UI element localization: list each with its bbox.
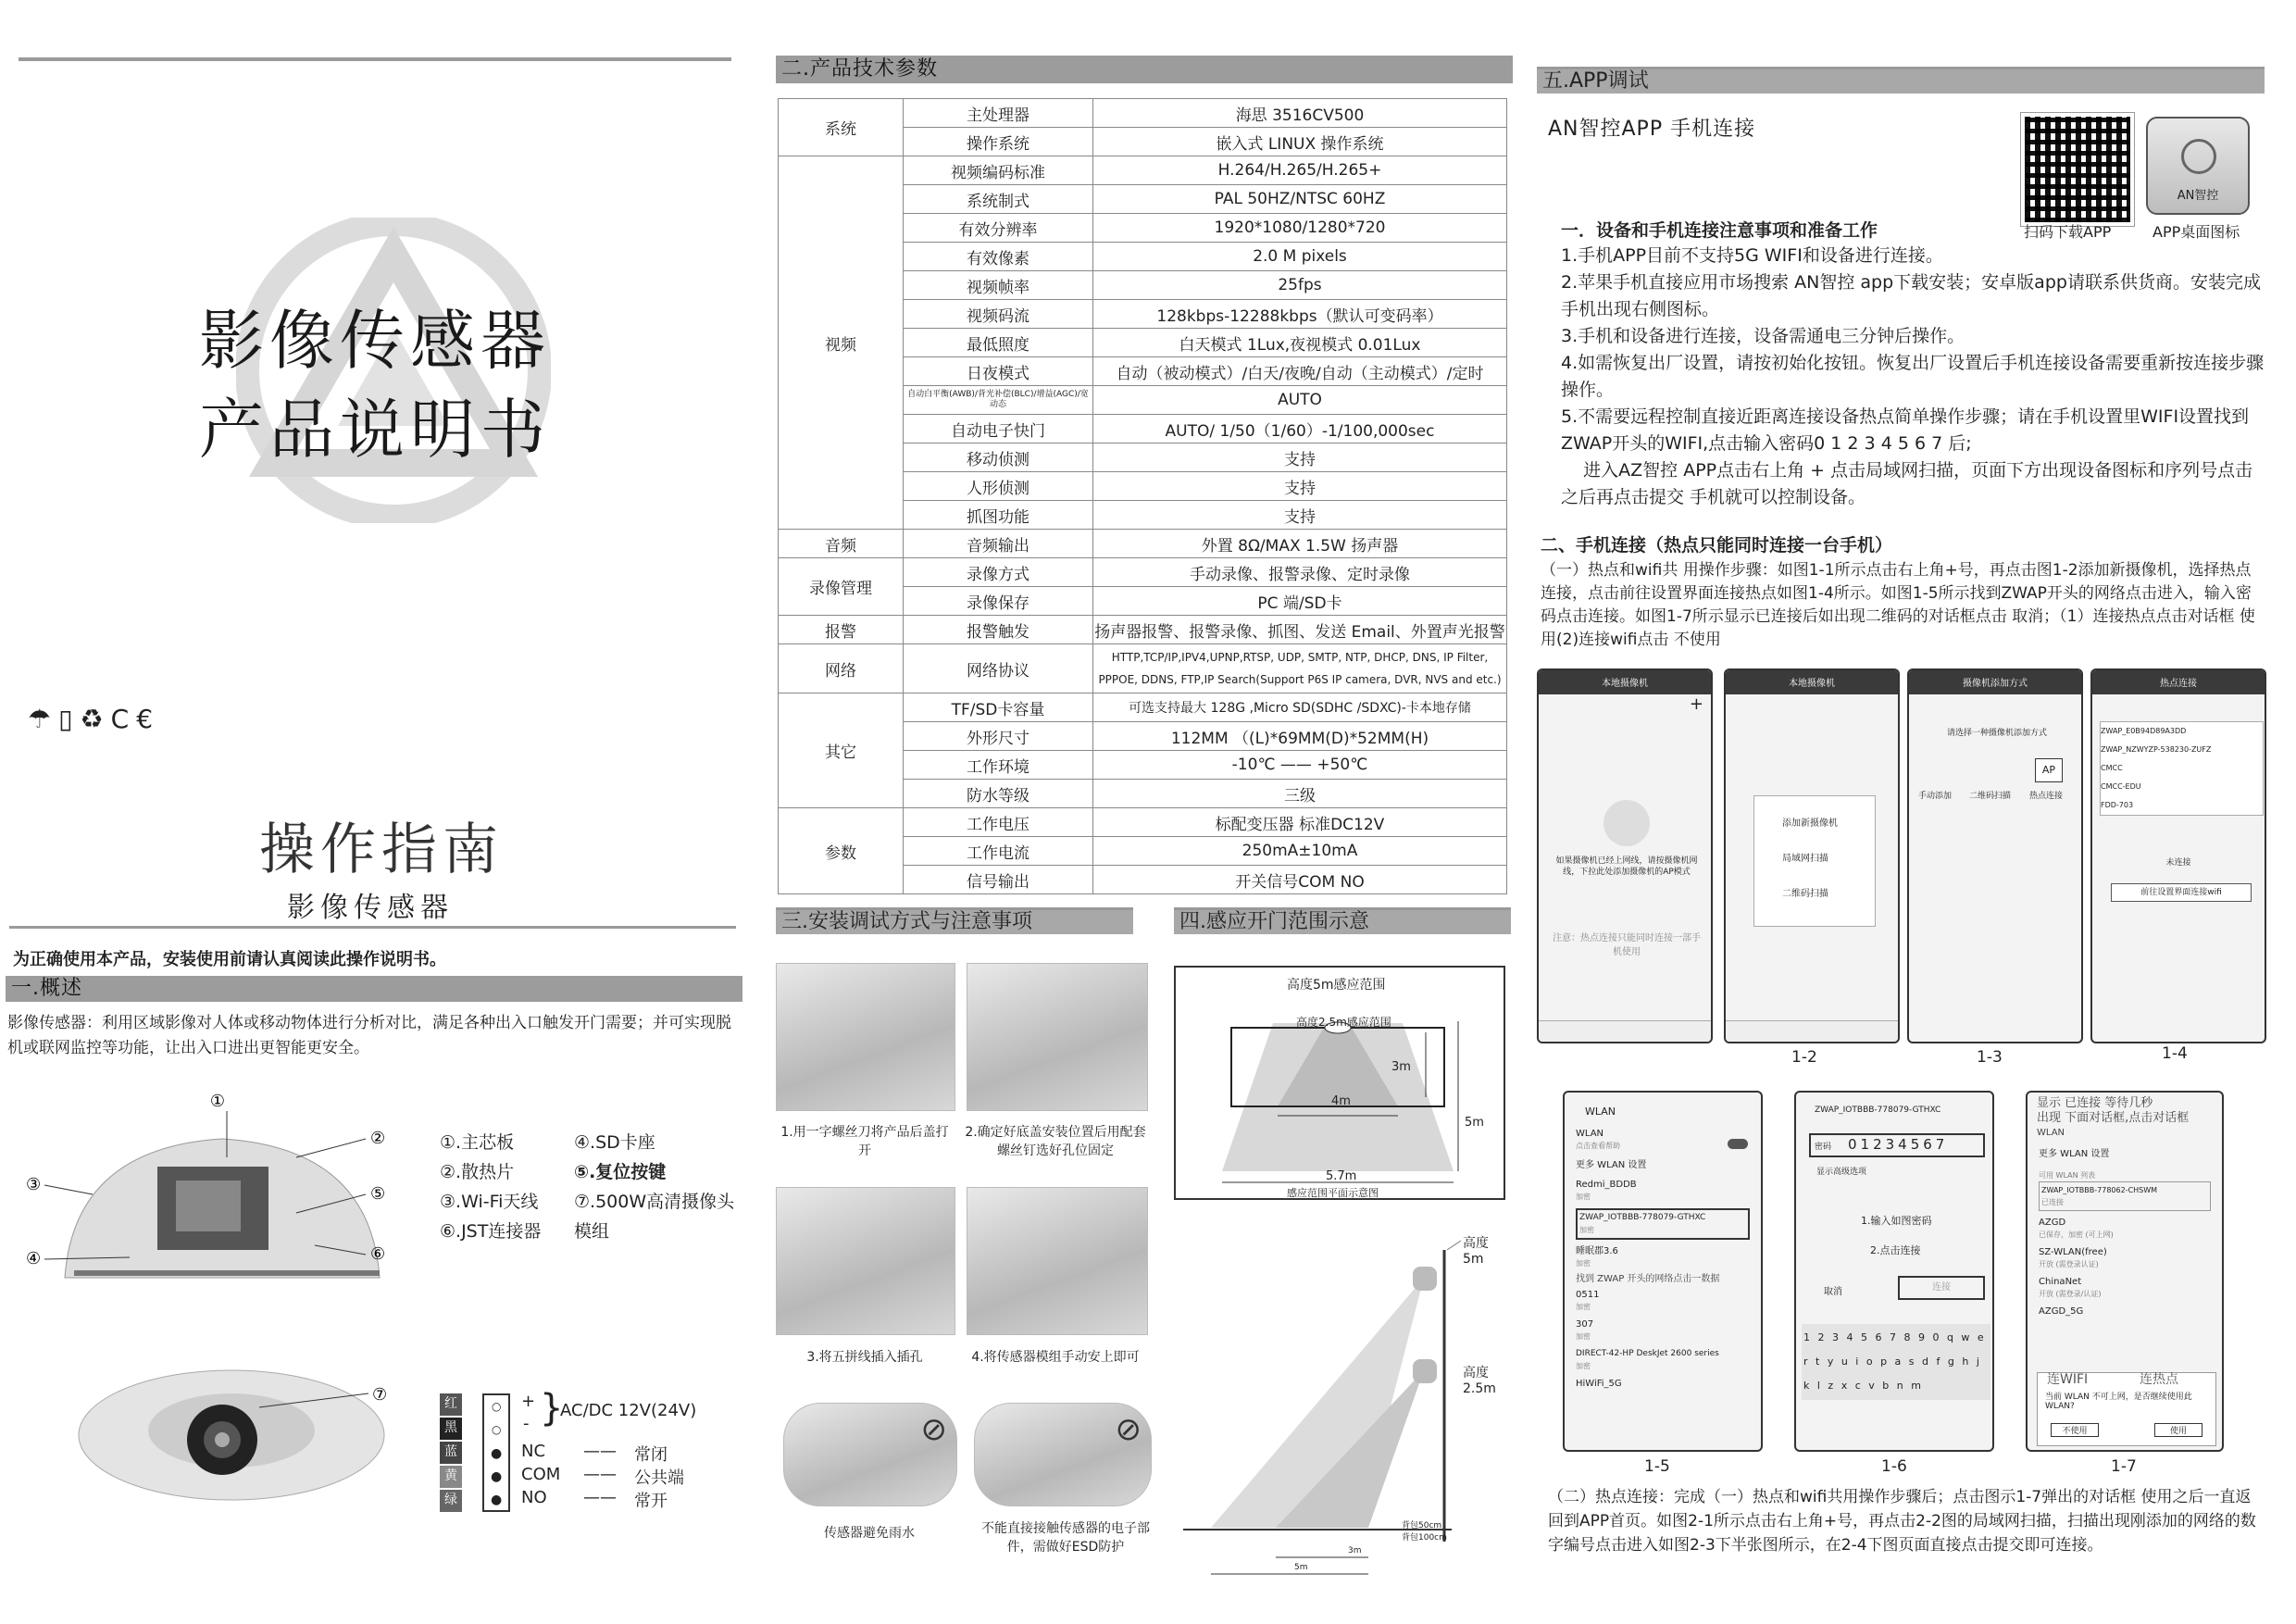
dialog-message: 当前 WLAN 不可上网，是否继续使用此 WLAN?: [2045, 1393, 2192, 1411]
guide-subtitle: 影像传感器: [287, 892, 454, 924]
spec-row: [779, 558, 1507, 587]
install-photo-3: [776, 1187, 955, 1335]
spec-value: 外置 8Ω/MAX 1.5W 扬声器: [1093, 530, 1507, 558]
spec-name: 移动侦测: [904, 443, 1093, 472]
wifi-item[interactable]: Redmi_BDDB: [1576, 1180, 1637, 1190]
prep-item-2: 2.苹果手机直接应用市场搜索 AN智控 app下载安装；安卓版app请联系供货商。安装完成手机出现右侧图标。: [1561, 272, 2261, 319]
wire-red: 红: [440, 1393, 462, 1416]
advanced-options[interactable]: 显示高级选项: [1816, 1168, 1867, 1177]
spec-row: [779, 156, 1507, 185]
wifi-item[interactable]: ZWAP_NZWYZP-538230-ZUFZ: [2101, 745, 2212, 754]
prep-item-1: 1.手机APP目前不支持5G WIFI和设备进行连接。: [1561, 245, 1943, 266]
part-5: ⑤.复位按键: [574, 1162, 667, 1182]
section1-title: 一.概述: [6, 976, 742, 1002]
wifi-item[interactable]: CMCC: [2101, 764, 2123, 772]
wifi-item-sub: 加密: [1576, 1303, 1591, 1311]
terminal-block: ○ ○ ● ● ●: [482, 1393, 510, 1512]
phone-header: 本地摄像机: [1726, 670, 1898, 694]
spec-group: 参数: [779, 808, 904, 894]
part-2: ②.散热片: [440, 1162, 515, 1182]
phone-header: ZWAP_IOTBBB-778079-GTHXC: [1815, 1106, 1941, 1115]
warning-esd: 不能直接接触传感器的电子部件，需做好ESD防护: [981, 1521, 1150, 1555]
spec-group: 音频: [779, 530, 904, 558]
phone-header: 热点连接: [2092, 670, 2265, 694]
wlan-toggle-label: WLAN: [1576, 1129, 1604, 1139]
svg-text:②: ②: [370, 1129, 386, 1148]
more-wlan-settings[interactable]: 更多 WLAN 设置: [2039, 1149, 2110, 1159]
spec-value: 128kbps-12288kbps（默认可变码率）: [1093, 300, 1507, 329]
wifi-item-sub: 加密: [1576, 1362, 1591, 1370]
wire-blue: 蓝: [440, 1442, 462, 1464]
menu-add-camera[interactable]: 添加新摄像机: [1782, 818, 1838, 829]
spec-name: 音频输出: [904, 530, 1093, 558]
spec-value: 25fps: [1093, 271, 1507, 300]
wifi-item[interactable]: FDD-703: [2101, 801, 2134, 809]
part-3: ③.Wi-Fi天线: [440, 1192, 539, 1212]
section1-text: 影像传感器：利用区域影像对人体或移动物体进行分析对比，满足各种出入口触发开门需要；并可实现脱机或联网监控等功能，让出入口进出更智能更安全。: [7, 1014, 731, 1057]
wifi-item-sub: 已保存，加密 (可上网): [2039, 1230, 2114, 1239]
cancel-button[interactable]: 取消: [1824, 1287, 1842, 1297]
part-1: ①.主芯板: [440, 1132, 515, 1153]
app-desktop-icon: [2146, 117, 2250, 215]
spec-value: 标配变压器 标准DC12V: [1093, 808, 1507, 837]
phone-note: 注意：热点连接只能同时连接一部手机使用: [1553, 933, 1701, 957]
spec-value: HTTP,TCP/IP,IPV4,UPNP,RTSP, UDP, SMTP, NTP, DHCP, DNS, IP Filter, PPPOE, DDNS, FTP,IP Search(Support P6S IP camera, DVR, NVS and etc.): [1093, 644, 1507, 693]
spec-value: 白天模式 1Lux,夜视模式 0.01Lux: [1093, 329, 1507, 357]
spec-value: 支持: [1093, 472, 1507, 501]
svg-text:③: ③: [26, 1175, 42, 1194]
side-h25-a: 高度: [1463, 1366, 1489, 1380]
spec-name: 信号输出: [904, 866, 1093, 894]
opt-manual[interactable]: 手动添加: [1918, 792, 1953, 801]
spec-value: H.264/H.265/H.265+: [1093, 156, 1507, 185]
spec-name: 系统制式: [904, 185, 1093, 214]
fragile-glass-icon: ▯: [58, 704, 81, 734]
ce-mark-icon: C€: [110, 704, 161, 734]
menu-lan-scan[interactable]: 局域网扫描: [1782, 854, 1828, 864]
terminal-minus: -: [523, 1414, 530, 1433]
wifi-item[interactable]: CMCC-EDU: [2101, 782, 2141, 791]
svg-text:⑥: ⑥: [370, 1244, 386, 1264]
range-side-diagram: [1174, 1222, 1505, 1583]
connect-button[interactable]: 连接: [1898, 1276, 1985, 1300]
spec-value: 250mA±10mA: [1093, 837, 1507, 866]
range-plan-diagram: [1174, 966, 1505, 1200]
spec-value: 支持: [1093, 443, 1507, 472]
spec-name: 自动电子快门: [904, 415, 1093, 443]
spec-name: 日夜模式: [904, 357, 1093, 386]
prohibited-icon: ⊘: [1115, 1411, 1142, 1448]
install-photo-2: [967, 963, 1148, 1111]
specs-table: [778, 98, 1507, 894]
install-photo-4: [967, 1187, 1148, 1335]
install-step-1: 1.用一字螺丝刀将产品后盖打开: [780, 1125, 949, 1158]
spec-value: 支持: [1093, 501, 1507, 530]
fig-label-1-5: 1-5: [1644, 1457, 1670, 1476]
spec-value: PAL 50HZ/NTSC 60HZ: [1093, 185, 1507, 214]
spec-name: 自动白平衡(AWB)/背光补偿(BLC)/增益(AGC)/宽动态: [904, 386, 1093, 415]
specs-title: 二.产品技术参数: [776, 56, 1513, 83]
spec-group: 系统: [779, 99, 904, 156]
spec-value: AUTO/ 1/50（1/60）-1/100,000sec: [1093, 415, 1507, 443]
spec-name: 外形尺寸: [904, 722, 1093, 751]
cover-title-line2: 产品说明书: [199, 392, 551, 468]
prep-items: [1561, 243, 2265, 511]
wifi-item[interactable]: ChinaNet: [2039, 1277, 2082, 1287]
device-exploded-photo: [19, 1093, 407, 1305]
spec-value: -10℃ —— +50℃: [1093, 751, 1507, 780]
warning-rain: 传感器避免雨水: [824, 1526, 915, 1541]
spec-group: 视频: [779, 156, 904, 530]
cover-title-line1: 影像传感器: [199, 303, 551, 379]
com-desc: 公共端: [634, 1468, 684, 1488]
wlan-toggle[interactable]: [1728, 1139, 1748, 1149]
dialog-hint-wifi: 连WIFI: [2047, 1372, 2089, 1387]
fig-label-1-7: 1-7: [2111, 1457, 2137, 1476]
spec-name: 录像保存: [904, 587, 1093, 616]
password-field[interactable]: [1809, 1133, 1985, 1157]
phone-1-4: [2090, 668, 2266, 1043]
spec-name: 录像方式: [904, 558, 1093, 587]
spec-name: 报警触发: [904, 616, 1093, 644]
connected-note-2: 出现 下面对话框,点击对话框: [2037, 1111, 2190, 1125]
warning-photo-rain: [783, 1403, 957, 1506]
svg-text:⑤: ⑤: [370, 1184, 386, 1204]
spec-group: 其它: [779, 693, 904, 808]
install-step-2: 2.确定好底盖安装位置后用配套螺丝钉选好孔位固定: [965, 1125, 1146, 1158]
qr-caption: 扫码下载APP: [2024, 223, 2112, 241]
part-7: ⑦.500W高清摄像头模组: [574, 1192, 735, 1242]
no-desc: 常开: [634, 1492, 668, 1511]
range-d5: 5m: [1465, 1116, 1484, 1130]
spec-name: TF/SD卡容量: [904, 693, 1093, 722]
prep-title: 一．设备和手机连接注意事项和准备工作: [1561, 220, 1878, 241]
terminal-no: NO: [521, 1488, 547, 1507]
recycle-icon: ♻: [80, 704, 111, 734]
top-rule-left: [19, 57, 731, 61]
side-50: 背包50cm: [1402, 1521, 1442, 1530]
spec-value: 嵌入式 LINUX 操作系统: [1093, 128, 1507, 156]
terminal-plus: +: [521, 1392, 536, 1411]
wlan-list-title: 可用 WLAN 列表: [2039, 1171, 2096, 1180]
go-settings-button[interactable]: 前往设置界面连接wifi: [2111, 883, 2252, 902]
spec-value: 112MM （(L)*69MM(D)*52MM(H): [1093, 722, 1507, 751]
no-dash: ——: [583, 1488, 617, 1507]
current-network-name: ZWAP_IOTBBB-778062-CHSWM: [2041, 1186, 2158, 1194]
install-photo-1: [776, 963, 955, 1111]
range-title: 四.感应开门范围示意: [1174, 907, 1511, 934]
side-h5-a: 高度: [1463, 1236, 1489, 1251]
app-title: 五.APP调试: [1537, 67, 2265, 94]
dialog-yes-button[interactable]: 使用: [2154, 1423, 2202, 1437]
phone-1-5: [1563, 1091, 1763, 1452]
spec-name: 主处理器: [904, 99, 1093, 128]
connect-title: 二、手机连接（热点只能同时连接一台手机）: [1541, 535, 1893, 556]
opt-hotspot[interactable]: 热点连接: [2029, 792, 2064, 801]
spec-group: 报警: [779, 616, 904, 644]
phone-hint: 请选择一种摄像机添加方式: [1946, 729, 2047, 738]
spec-name: 工作电流: [904, 837, 1093, 866]
spec-value: 可选支持最大 128G ,Micro SD(SDHC /SDXC)-卡本地存储: [1093, 693, 1507, 722]
install-title: 三.安装调试方式与注意事项: [776, 907, 1133, 934]
nc-dash: ——: [583, 1442, 617, 1461]
phone-header: WLAN: [1585, 1106, 1616, 1118]
spec-name: 有效分辨率: [904, 214, 1093, 243]
wifi-item[interactable]: AZGD: [2039, 1218, 2066, 1228]
wifi-item[interactable]: 307: [1576, 1319, 1594, 1330]
spec-value: 三级: [1093, 780, 1507, 808]
phone-1-2: [1724, 668, 1900, 1043]
range-w57: 5.7m: [1326, 1169, 1357, 1183]
wifi-list: [2100, 721, 2264, 816]
side-100: 背包100cm: [1402, 1533, 1447, 1543]
current-network-status: 已连接: [2041, 1198, 2064, 1206]
com-dash: ——: [583, 1465, 617, 1484]
phone-header: 本地摄像机: [1539, 670, 1711, 694]
add-menu: [1753, 795, 1876, 927]
dialog-no-button[interactable]: 不使用: [2051, 1423, 2099, 1437]
spec-row: [779, 644, 1507, 693]
range-label-25m: 高度2.5m感应范围: [1296, 1016, 1391, 1029]
continue-dialog: [2037, 1372, 2216, 1446]
wifi-item[interactable]: ZWAP_E0B94D89A3DD: [2101, 727, 2187, 735]
prep-item-6: 进入AZ智控 APP点击右上角 + 点击局域网扫描，页面下方出现设备图标和序列号点击之后再点击提交 手机就可以控制设备。: [1561, 460, 2253, 507]
prohibited-icon: ⊘: [920, 1411, 947, 1448]
wifi-item[interactable]: 0511: [1576, 1290, 1600, 1300]
spec-value: AUTO: [1093, 386, 1507, 415]
phone-tabbar: [1539, 1020, 1711, 1042]
svg-text:④: ④: [26, 1249, 42, 1268]
wire-yellow: 黄: [440, 1466, 462, 1488]
side-3m: 3m: [1348, 1546, 1362, 1555]
nc-desc: 常闭: [634, 1445, 668, 1465]
password-value: 01234567: [1848, 1136, 1949, 1153]
part-6: ⑥.JST连接器: [440, 1221, 542, 1242]
spec-value: 开关信号COM NO: [1093, 866, 1507, 894]
power-label: AC/DC 12V(24V): [560, 1401, 697, 1420]
side-h25-b: 2.5m: [1463, 1381, 1496, 1396]
fig-label-1-4: 1-4: [2162, 1044, 2188, 1063]
range-d3: 3m: [1391, 1060, 1411, 1074]
icon-caption: APP桌面图标: [2152, 223, 2240, 241]
wlan-title: WLAN: [2037, 1128, 2065, 1138]
side-h5-b: 5m: [1463, 1252, 1484, 1267]
spec-name: 工作电压: [904, 808, 1093, 837]
spec-row: [779, 808, 1507, 837]
spec-group: 录像管理: [779, 558, 904, 616]
camera-module-photo: [74, 1333, 407, 1518]
spec-value: 海思 3516CV500: [1093, 99, 1507, 128]
phone-1-7: [2026, 1091, 2224, 1452]
umbrella-icon: ☂: [28, 704, 59, 734]
connected-note-1: 显示 已连接 等待几秒: [2037, 1096, 2153, 1110]
spec-name: 视频码流: [904, 300, 1093, 329]
wifi-item[interactable]: AZGD_5G: [2039, 1306, 2084, 1317]
wire-black: 黑: [440, 1418, 462, 1440]
spec-name: 网络协议: [904, 644, 1093, 693]
spec-name: 人形侦测: [904, 472, 1093, 501]
phone-hint: 如果摄像机已经上网线，请按摄像机网线，下拉此处添加摄像机的AP模式: [1555, 856, 1698, 877]
spec-row: [779, 616, 1507, 644]
spec-name: 抓图功能: [904, 501, 1093, 530]
side-5m: 5m: [1294, 1563, 1308, 1572]
spec-value: 2.0 M pixels: [1093, 243, 1507, 271]
wifi-item-target-name: ZWAP_IOTBBB-778079-GTHXC: [1579, 1213, 1706, 1222]
step-click-connect: 2.点击连接: [1870, 1244, 1921, 1256]
spec-name: 有效像素: [904, 243, 1093, 271]
wifi-item[interactable]: 睡眠郡3.6: [1576, 1246, 1618, 1256]
install-step-4: 4.将传感器模组手动安上即可: [971, 1350, 1140, 1365]
spec-value: 手动录像、报警录像、定时录像: [1093, 558, 1507, 587]
phone-1-3: [1907, 668, 2083, 1043]
hotspot-connect-text: （二）热点连接：完成（一）热点和wifi共用操作步骤后；点击图示1-7弹出的对话框 使用之后一直返回到APP首页。如图2-1所示点击右上角+号，再点击2-2图的局域网扫描，扫描出现刚添加的网络的数字编号点击进入如图2-3下半张图所示，在2-4下图页面直接点击提交即可连接。: [1548, 1488, 2256, 1555]
phone-tabbar: [1726, 1020, 1898, 1042]
password-label: 密码: [1815, 1143, 1832, 1152]
wifi-item-sub: 加密: [1579, 1226, 1594, 1234]
wlan-toggle-sub: 点击查看帮助: [1576, 1142, 1620, 1150]
prep-item-5: 5.不需要远程控制直接近距离连接设备热点简单操作步骤；请在手机设置里WIFI设置找到ZWAP开头的WIFI,点击输入密码0 1 2 3 4 5 6 7 后;: [1561, 406, 2250, 454]
wifi-item-sub: 开放 (需登录/认证): [2039, 1290, 2102, 1298]
phone-1-1: [1537, 668, 1713, 1043]
spec-value: 扬声器报警、报警录像、抓图、发送 Email、外置声光报警: [1093, 616, 1507, 644]
range-label-5m: 高度5m感应范围: [1287, 978, 1386, 993]
app-name: AN智控APP 手机连接: [1548, 118, 1756, 141]
part-4: ④.SD卡座: [574, 1132, 655, 1153]
find-hint: 找到 ZWAP 开头的网络点击一数据: [1576, 1274, 1720, 1284]
spec-name: 防水等级: [904, 780, 1093, 808]
spec-value: 自动（被动模式）/白天/夜晚/自动（主动模式）/定时: [1093, 357, 1507, 386]
spec-name: 操作系统: [904, 128, 1093, 156]
dialog-hint-hotspot: 连热点: [2140, 1372, 2178, 1387]
warning-photo-esd: [974, 1403, 1152, 1506]
keyboard[interactable]: 1 2 3 4 5 6 7 8 9 0 q w e r t y u i o p a s d f g h j k l z x c v b n m: [1802, 1324, 1990, 1400]
more-wlan-settings[interactable]: 更多 WLAN 设置: [1576, 1160, 1647, 1170]
wifi-item-sub: 加密: [1576, 1193, 1591, 1201]
range-caption: 感应范围平面示意图: [1287, 1187, 1379, 1199]
wifi-item[interactable]: DIRECT-42-HP DeskJet 2600 series: [1576, 1349, 1719, 1358]
opt-qr[interactable]: 二维码扫描: [1969, 792, 2012, 801]
range-w4: 4m: [1331, 1094, 1351, 1108]
svg-text:⑦: ⑦: [372, 1385, 388, 1405]
guide-title: 操作指南: [259, 818, 504, 882]
connect-text: （一）热点和wifi共 用操作步骤：如图1-1所示点击右上角+号，再点击图1-2添加新摄像机，选择热点连接，点击前往设置界面连接热点如图1-4所示。如图1-5所示找到ZWAP开头的网络点击进入，输入密码点击连接。如图1-7所示显示已连接后如出现二维码的对话框点击 取消；（1）连接热点点击对话框 使用(2)连接wifi点击 不使用: [1541, 561, 2255, 649]
power-brace: }: [540, 1387, 564, 1430]
wifi-item-sub: 开放 (需登录认证): [2039, 1260, 2099, 1268]
wifi-item-sub: 加密: [1576, 1332, 1591, 1341]
spec-group: 网络: [779, 644, 904, 693]
phone-header: 摄像机添加方式: [1909, 670, 2081, 694]
camera-placeholder-icon: [1603, 800, 1650, 846]
terminal-nc: NC: [521, 1442, 546, 1461]
spec-name: 视频帧率: [904, 271, 1093, 300]
prep-item-4: 4.如需恢复出厂设置，请按初始化按钮。恢复出厂设置后手机连接设备需要重新按连接步骤操作。: [1561, 353, 2265, 400]
guide-rule: [9, 926, 736, 929]
prep-item-3: 3.手机和设备进行连接，设备需通电三分钟后操作。: [1561, 326, 1965, 346]
wiring-diagram: [440, 1387, 755, 1514]
current-network[interactable]: [2039, 1181, 2211, 1211]
app-logo-icon: [2181, 139, 2216, 174]
step-enter-password: 1.输入如图密码: [1861, 1215, 1932, 1227]
wire-green: 绿: [440, 1490, 462, 1512]
add-icon[interactable]: +: [1689, 694, 1703, 714]
guide-notice: 为正确使用本产品，安装使用前请认真阅读此操作说明书。: [13, 950, 446, 969]
spec-name: 工作环境: [904, 751, 1093, 780]
wifi-item-sub: 加密: [1576, 1259, 1591, 1268]
wifi-item-target[interactable]: [1576, 1208, 1750, 1240]
status-text: 未连接: [2165, 858, 2191, 868]
phone-1-6: [1794, 1091, 1994, 1452]
spec-row: [779, 693, 1507, 722]
fig-label-1-2: 1-2: [1791, 1048, 1817, 1067]
app-icon-label: AN智控: [2177, 189, 2219, 203]
spec-value: PC 端/SD卡: [1093, 587, 1507, 616]
menu-qr-scan[interactable]: 二维码扫描: [1782, 889, 1828, 899]
svg-text:①: ①: [209, 1093, 226, 1111]
spec-name: 视频编码标准: [904, 156, 1093, 185]
fig-label-1-3: 1-3: [1977, 1048, 2003, 1067]
spec-name: 最低照度: [904, 329, 1093, 357]
wifi-item[interactable]: SZ-WLAN(free): [2039, 1247, 2107, 1257]
fig-label-1-6: 1-6: [1881, 1457, 1907, 1476]
spec-value: 1920*1080/1280*720: [1093, 214, 1507, 243]
wifi-item[interactable]: HiWiFi_5G: [1576, 1379, 1622, 1389]
install-step-3: 3.将五拼线插入插孔: [806, 1350, 923, 1365]
spec-row: [779, 99, 1507, 128]
wire-colors: [440, 1393, 462, 1512]
spec-row: [779, 530, 1507, 558]
cover-title: [199, 296, 551, 474]
terminal-com: COM: [521, 1465, 561, 1484]
cert-icons: [28, 704, 160, 734]
ap-icon[interactable]: AP: [2035, 758, 2063, 782]
qr-code: [2021, 113, 2134, 226]
